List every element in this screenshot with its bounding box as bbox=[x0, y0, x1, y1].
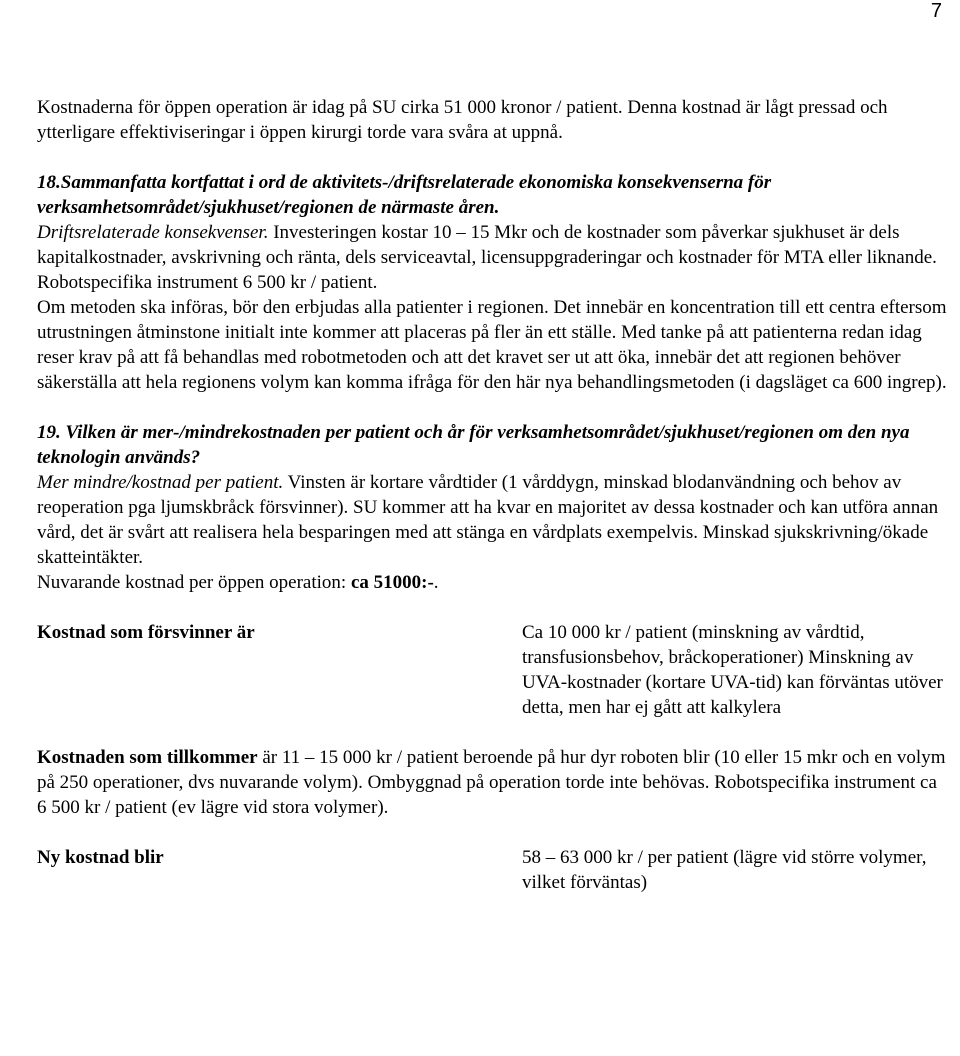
current-cost-line bbox=[37, 570, 947, 595]
added-cost-label: Kostnaden som tillkommer bbox=[37, 747, 258, 768]
question-18-text: Sammanfatta kortfattat i ord de aktivitets-/driftsrelaterade ekonomiska konsekvenserna för verksamhetsområdet/sjukhuset/regionen de närmaste åren. bbox=[37, 172, 772, 218]
disappearing-cost-row bbox=[37, 620, 947, 720]
answer-19-paragraph bbox=[37, 470, 947, 570]
current-cost-value: ca 51000:- bbox=[350, 572, 434, 593]
new-cost-value: 58 – 63 000 kr / per patient (lägre vid större volymer, vilket förväntas) bbox=[522, 847, 927, 893]
answer-18-text-2: Om metoden ska införas, bör den erbjudas alla patienter i regionen. Det innebär en koncentration till ett centra eftersom utrustningen åtminstone initialt inte kommer att placeras på fler än ett ställe. Med tanke på att patienterna redan idag reser krav på att få behandlas med robotmetoden och att det kravet ser ut att öka, innebär det att regionen behöver säkerställa att hela regionens volym kan komma ifråga för den här nya behandlingsmetoden (i dagsläget ca 600 ingrep). bbox=[37, 297, 947, 393]
intro-paragraph: Kostnaderna för öppen operation är idag på SU cirka 51 000 kronor / patient. Denna kostnad är lågt pressad och ytterligare effektiviseringar i öppen kirurgi torde vara svåra at uppnå. bbox=[37, 97, 888, 143]
question-19-text: Vilken är mer-/mindrekostnaden per patient och år för verksamhetsområdet/sjukhuset/regionen om den nya teknologin används? bbox=[37, 422, 910, 468]
page-content bbox=[37, 95, 947, 895]
question-18-number: 18. bbox=[37, 172, 61, 193]
new-cost-label: Ny kostnad blir bbox=[37, 847, 164, 868]
answer-19-text-1: Vinsten är kortare vårdtider (1 vårddygn, minskad blodanvändning och behov av reoperation pga ljumskbråck försvinner). SU kommer att ha kvar en majoritet av dessa kostnader och kan utföra annan vård, det är svårt att realisera hela besparingen med att stänga en vårdplats exempelvis. Minskad sjukskrivning/ökade skatteintäkter. bbox=[37, 472, 939, 568]
added-cost-text: är 11 – 15 000 kr / patient beroende på hur dyr roboten blir (10 eller 15 mkr och en volym på 250 operationer, dvs nuvarande volym). Ombyggnad på operation torde inte behövas. Robotspecifika instrument ca 6 500 kr / patient (ev lägre vid stora volymer). bbox=[37, 747, 946, 818]
answer-18-text-1: Investeringen kostar 10 – 15 Mkr och de kostnader som påverkar sjukhuset är dels kapitalkostnader, avskrivning och ränta, dels serviceavtal, licensuppgraderingar och kostnader för MTA eller liknande. Robotspecifika instrument 6 500 kr / patient. bbox=[37, 222, 937, 293]
added-cost-paragraph bbox=[37, 745, 947, 820]
question-19 bbox=[37, 420, 947, 470]
page-number: 7 bbox=[930, 0, 942, 22]
answer-18-subhead: Driftsrelaterade konsekvenser. bbox=[37, 222, 269, 243]
answer-19-subhead: Mer mindre/kostnad per patient. bbox=[37, 472, 284, 493]
current-cost-end: . bbox=[433, 572, 439, 593]
question-18 bbox=[37, 170, 947, 220]
new-cost-row bbox=[37, 845, 947, 895]
disappearing-cost-value: Ca 10 000 kr / patient (minskning av vårdtid, transfusionsbehov, bråckoperationer) Minskning av UVA-kostnader (kortare UVA-tid) kan förväntas utöver detta, men har ej gått att kalkylera bbox=[522, 622, 943, 718]
question-19-number: 19. bbox=[37, 422, 61, 443]
disappearing-cost-label: Kostnad som försvinner är bbox=[37, 622, 255, 643]
current-cost-label: Nuvarande kostnad per öppen operation: bbox=[37, 572, 351, 593]
answer-18-paragraph bbox=[37, 220, 947, 295]
